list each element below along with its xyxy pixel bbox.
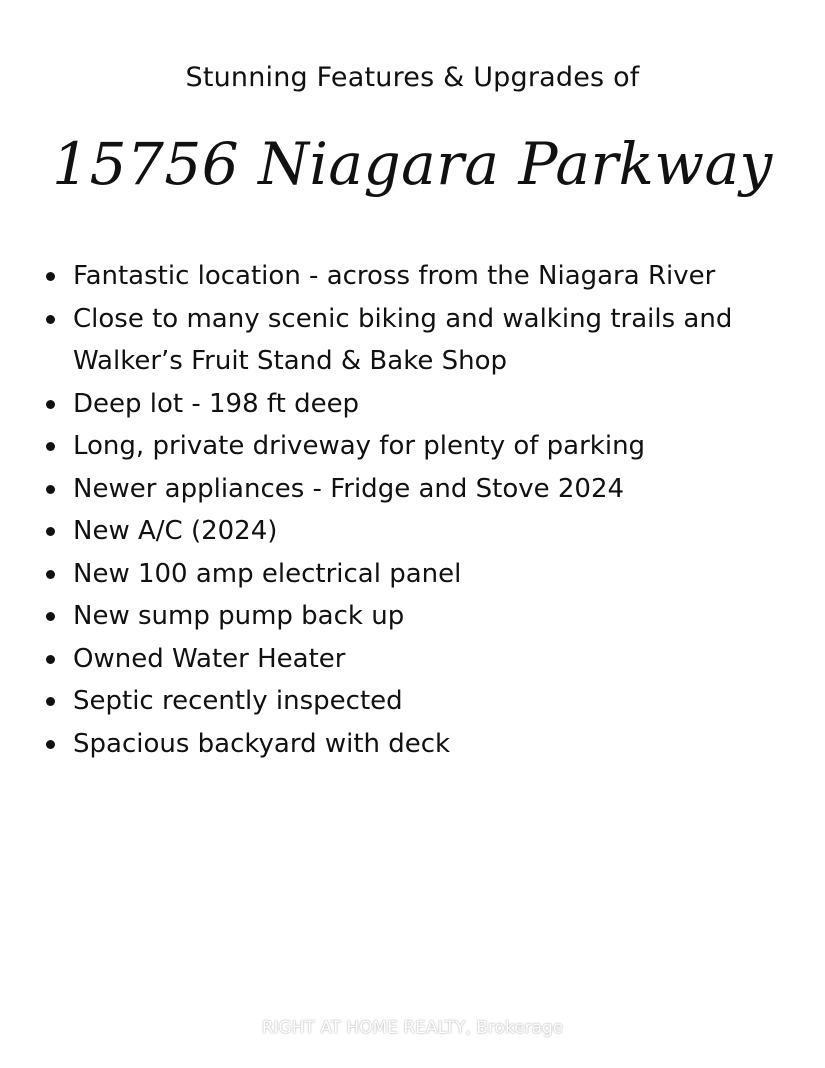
bullet-icon [46, 315, 55, 324]
feature-text: New sump pump back up [73, 601, 405, 631]
list-item [46, 383, 806, 426]
bullet-icon [46, 740, 55, 749]
list-item [46, 510, 806, 553]
feature-text: Septic recently inspected [73, 686, 403, 716]
list-item [46, 638, 806, 681]
feature-text: Close to many scenic biking and walking trails and Walker’s Fruit Stand & Bake Shop [73, 303, 733, 376]
bullet-icon [46, 612, 55, 621]
list-item [46, 298, 806, 383]
brokerage-watermark: RIGHT AT HOME REALTY, Brokerage [261, 1018, 564, 1038]
feature-text: New A/C (2024) [73, 516, 278, 546]
bullet-icon [46, 527, 55, 536]
bullet-icon [46, 400, 55, 409]
feature-text: Fantastic location - across from the Niagara River [73, 261, 716, 291]
list-item [46, 425, 806, 468]
bullet-icon [46, 697, 55, 706]
list-item [46, 255, 806, 298]
bullet-icon [46, 442, 55, 451]
feature-list [46, 255, 806, 765]
feature-text: Newer appliances - Fridge and Stove 2024 [73, 473, 625, 504]
feature-text: Spacious backyard with deck [73, 728, 451, 759]
feature-text: Owned Water Heater [73, 643, 346, 674]
feature-text: Long, private driveway for plenty of parking [73, 431, 646, 461]
bullet-icon [46, 485, 55, 494]
list-item [46, 553, 806, 596]
list-item [46, 595, 806, 638]
bullet-icon [46, 272, 55, 281]
list-item [46, 680, 806, 723]
page-title: 15756 Niagara Parkway [52, 130, 773, 198]
page-subtitle: Stunning Features & Upgrades of [185, 62, 640, 93]
feature-text: New 100 amp electrical panel [73, 558, 462, 589]
feature-text: Deep lot - 198 ft deep [73, 388, 360, 419]
list-item [46, 723, 806, 766]
list-item [46, 468, 806, 511]
bullet-icon [46, 570, 55, 579]
bullet-icon [46, 655, 55, 664]
